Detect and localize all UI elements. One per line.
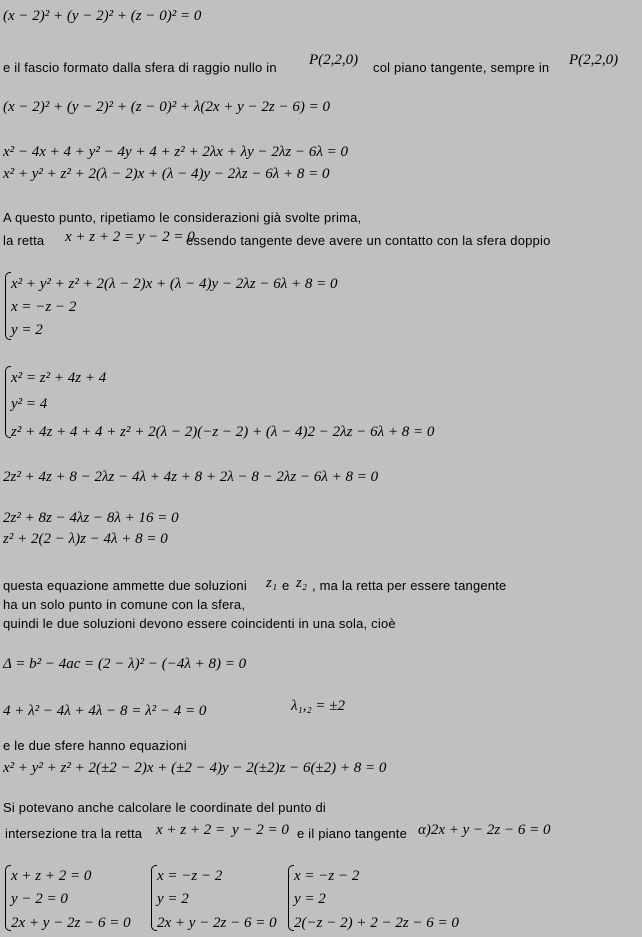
point-p-2: P(2,2,0) [569, 52, 619, 68]
systemB-row-3: 2x + y − 2z − 6 = 0 [157, 915, 277, 931]
equation-collected: x² + y² + z² + 2(λ − 2)x + (λ − 4)y − 2λz − 6λ + 8 = 0 [3, 166, 330, 182]
text-coincident: quindi le due soluzioni devono essere coincidenti in una sola, cioè [3, 616, 396, 631]
equation-quadratic: z² + 2(2 − λ)z − 4λ + 8 = 0 [3, 531, 168, 547]
text-intersection: intersezione tra la retta [5, 826, 143, 841]
systemB-row-1: x = −z − 2 [157, 868, 223, 884]
equation-lambda-solution: λ₁,₂ = ±2 [291, 698, 346, 714]
equation-line-part-2: y − 2 = 0 [232, 822, 289, 838]
system2-row-1: x² = z² + 4z + 4 [11, 370, 107, 386]
equation-expanded: x² − 4x + 4 + y² − 4y + 4 + z² + 2λx + λy − 2λz − 6λ = 0 [3, 144, 348, 160]
text-pencil-mid: col piano tangente, sempre in [373, 60, 550, 75]
text-tangent-plane: e il piano tangente [297, 826, 408, 841]
text-line-pre: la retta [3, 233, 45, 248]
equation-line-part-1: x + z + 2 = [156, 822, 226, 838]
equation-discriminant: Δ = b² − 4ac = (2 − λ)² − (−4λ + 8) = 0 [3, 656, 247, 672]
equation-two-spheres: x² + y² + z² + 2(±2 − 2)x + (±2 − 4)y − 2(±2)z − 6(±2) + 8 = 0 [3, 760, 387, 776]
systemA-row-2: y − 2 = 0 [11, 891, 68, 907]
system1-row-3: y = 2 [11, 322, 43, 338]
text-two-spheres: e le due sfere hanno equazioni [3, 738, 187, 753]
systemC-row-3: 2(−z − 2) + 2 − 2z − 6 = 0 [294, 915, 459, 931]
equation-lambda: 4 + λ² − 4λ + 4λ − 8 = λ² − 4 = 0 [3, 703, 207, 719]
equation-tangent-plane: α)2x + y − 2z − 6 = 0 [418, 822, 551, 838]
symbol-z1: z₁ [266, 575, 278, 591]
text-tangent-condition: , ma la retta per essere tangente [312, 578, 507, 593]
text-alternative: Si potevano anche calcolare le coordinate del punto di [3, 800, 327, 815]
systemC-row-1: x = −z − 2 [294, 868, 360, 884]
equation-simplified: 2z² + 8z − 4λz − 8λ + 16 = 0 [3, 510, 179, 526]
text-two-solutions: questa equazione ammette due soluzioni [3, 578, 247, 593]
symbol-z2: z₂ [296, 575, 308, 591]
systemA-row-3: 2x + y − 2z − 6 = 0 [11, 915, 131, 931]
system2-row-2: y² = 4 [11, 396, 48, 412]
text-line-post: essendo tangente deve avere un contatto con la sfera doppio [186, 233, 551, 248]
equation-line: x + z + 2 = y − 2 = 0 [65, 229, 195, 245]
system1-row-2: x = −z − 2 [11, 299, 77, 315]
equation-pencil: (x − 2)² + (y − 2)² + (z − 0)² + λ(2x + y − 2z − 6) = 0 [3, 99, 330, 115]
text-one-point: ha un solo punto in comune con la sfera, [3, 597, 246, 612]
point-p-1: P(2,2,0) [309, 52, 359, 68]
text-pencil-intro: e il fascio formato dalla sfera di raggio nullo in [3, 60, 277, 75]
equation-substituted: 2z² + 4z + 8 − 2λz − 4λ + 4z + 8 + 2λ − 8 − 2λz − 6λ + 8 = 0 [3, 469, 379, 485]
text-consider: A questo punto, ripetiamo le considerazioni già svolte prima, [3, 210, 362, 225]
systemB-row-2: y = 2 [157, 891, 189, 907]
systemA-row-1: x + z + 2 = 0 [11, 868, 92, 884]
equation-sphere-zero-radius: (x − 2)² + (y − 2)² + (z − 0)² = 0 [3, 8, 202, 24]
system1-row-1: x² + y² + z² + 2(λ − 2)x + (λ − 4)y − 2λz − 6λ + 8 = 0 [11, 276, 338, 292]
text-and: e [282, 578, 290, 593]
systemC-row-2: y = 2 [294, 891, 326, 907]
system2-row-3: z² + 4z + 4 + 4 + z² + 2(λ − 2)(−z − 2) + (λ − 4)2 − 2λz − 6λ + 8 = 0 [11, 424, 435, 440]
